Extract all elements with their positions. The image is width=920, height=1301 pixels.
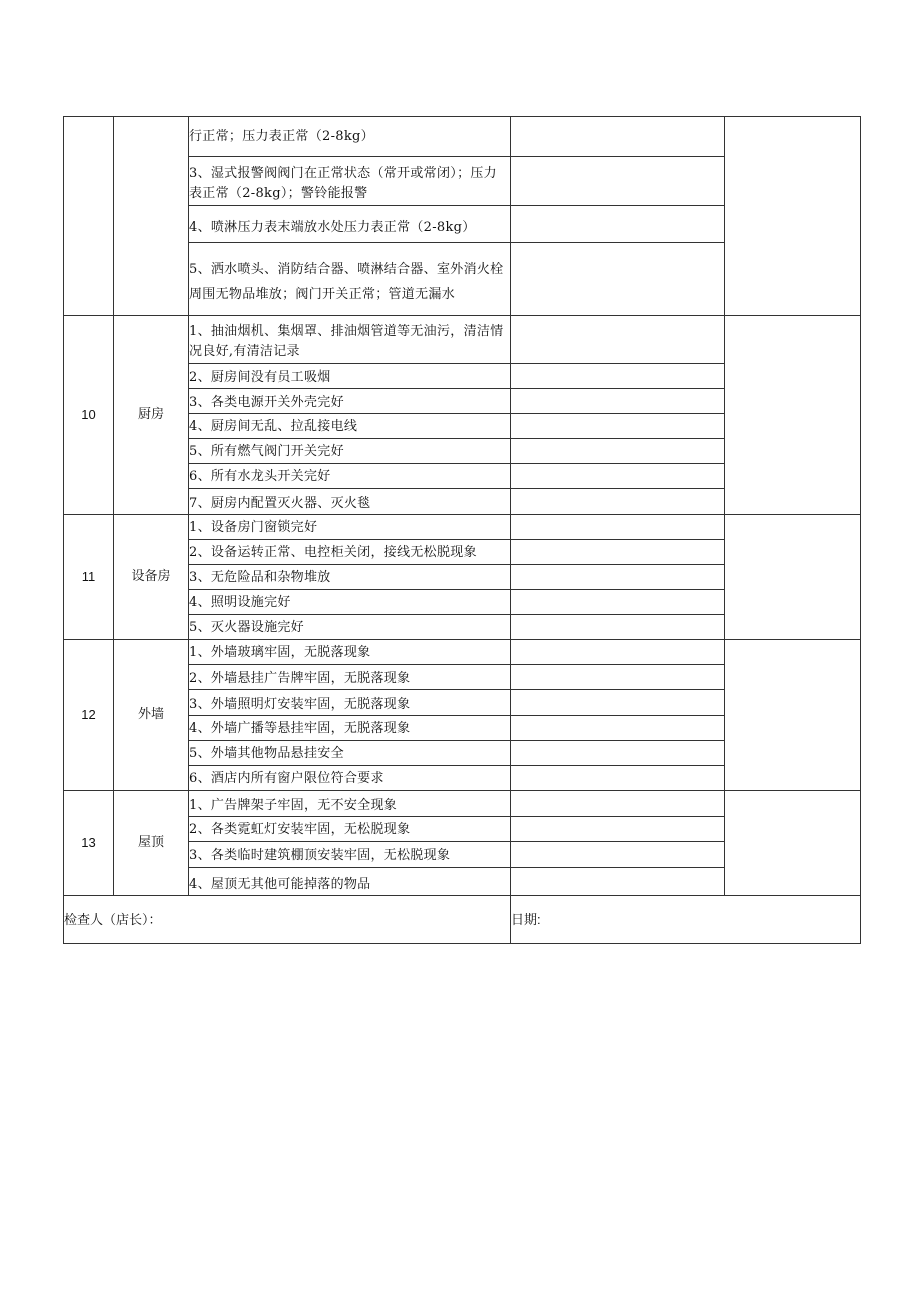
result-cell[interactable] bbox=[511, 565, 725, 590]
table-row bbox=[64, 791, 861, 817]
check-item: 3、各类临时建筑棚顶安装牢固，无松脱现象 bbox=[189, 842, 511, 868]
check-item: 4、喷淋压力表末端放水处压力表正常（2-8kg） bbox=[189, 206, 511, 243]
check-item: 5、洒水喷头、消防结合器、喷淋结合器、室外消火栓周围无物品堆放；阀门开关正常；管道无漏水 bbox=[189, 243, 511, 316]
result-cell[interactable] bbox=[511, 206, 725, 243]
row-number bbox=[64, 117, 114, 316]
result-cell[interactable] bbox=[511, 615, 725, 640]
check-item: 1、外墙玻璃牢固，无脱落现象 bbox=[189, 640, 511, 665]
result-cell[interactable] bbox=[511, 489, 725, 515]
result-cell[interactable] bbox=[511, 364, 725, 389]
check-item: 4、照明设施完好 bbox=[189, 590, 511, 615]
result-cell[interactable] bbox=[511, 741, 725, 766]
date-field[interactable] bbox=[511, 896, 861, 944]
result-cell[interactable] bbox=[511, 791, 725, 817]
result-cell[interactable] bbox=[511, 716, 725, 741]
check-item: 4、外墙广播等悬挂牢固，无脱落现象 bbox=[189, 716, 511, 741]
row-number: 11 bbox=[64, 515, 114, 640]
result-cell[interactable] bbox=[511, 640, 725, 665]
result-cell[interactable] bbox=[511, 117, 725, 157]
row-category bbox=[114, 117, 189, 316]
check-item: 1、抽油烟机、集烟罩、排油烟管道等无油污，清洁情况良好,有清洁记录 bbox=[189, 316, 511, 364]
result-cell[interactable] bbox=[511, 464, 725, 489]
remark-cell[interactable] bbox=[725, 316, 861, 515]
row-number: 10 bbox=[64, 316, 114, 515]
check-item: 4、厨房间无乱、拉乱接电线 bbox=[189, 414, 511, 439]
row-category: 厨房 bbox=[114, 316, 189, 515]
inspection-table bbox=[63, 116, 861, 944]
result-cell[interactable] bbox=[511, 540, 725, 565]
result-cell[interactable] bbox=[511, 817, 725, 842]
check-item: 2、外墙悬挂广告牌牢固，无脱落现象 bbox=[189, 665, 511, 690]
date-label: 日期: bbox=[511, 911, 541, 927]
result-cell[interactable] bbox=[511, 414, 725, 439]
check-item: 2、各类霓虹灯安装牢固，无松脱现象 bbox=[189, 817, 511, 842]
result-cell[interactable] bbox=[511, 515, 725, 540]
result-cell[interactable] bbox=[511, 868, 725, 896]
table-row bbox=[64, 117, 861, 157]
result-cell[interactable] bbox=[511, 439, 725, 464]
result-cell[interactable] bbox=[511, 842, 725, 868]
footer-row bbox=[64, 896, 861, 944]
result-cell[interactable] bbox=[511, 243, 725, 316]
inspector-label: 检查人（店长）： bbox=[64, 911, 162, 927]
result-cell[interactable] bbox=[511, 157, 725, 206]
row-number: 13 bbox=[64, 791, 114, 896]
remark-cell[interactable] bbox=[725, 791, 861, 896]
check-item: 1、设备房门窗锁完好 bbox=[189, 515, 511, 540]
check-item: 3、各类电源开关外壳完好 bbox=[189, 389, 511, 414]
remark-cell[interactable] bbox=[725, 515, 861, 640]
result-cell[interactable] bbox=[511, 766, 725, 791]
table-row bbox=[64, 515, 861, 540]
result-cell[interactable] bbox=[511, 590, 725, 615]
remark-cell[interactable] bbox=[725, 117, 861, 316]
row-category: 外墙 bbox=[114, 640, 189, 791]
result-cell[interactable] bbox=[511, 665, 725, 690]
check-item: 7、厨房内配置灭火器、灭火毯 bbox=[189, 489, 511, 515]
check-item: 6、酒店内所有窗户限位符合要求 bbox=[189, 766, 511, 791]
check-item: 3、湿式报警阀阀门在正常状态（常开或常闭）；压力表正常（2-8kg）；警铃能报警 bbox=[189, 157, 511, 206]
remark-cell[interactable] bbox=[725, 640, 861, 791]
table-row bbox=[64, 640, 861, 665]
check-item: 2、厨房间没有员工吸烟 bbox=[189, 364, 511, 389]
result-cell[interactable] bbox=[511, 690, 725, 716]
row-number: 12 bbox=[64, 640, 114, 791]
check-item: 5、外墙其他物品悬挂安全 bbox=[189, 741, 511, 766]
check-item: 3、无危险品和杂物堆放 bbox=[189, 565, 511, 590]
result-cell[interactable] bbox=[511, 316, 725, 364]
check-item: 行正常；压力表正常（2-8kg） bbox=[189, 117, 511, 157]
result-cell[interactable] bbox=[511, 389, 725, 414]
check-item: 5、所有燃气阀门开关完好 bbox=[189, 439, 511, 464]
check-item: 4、屋顶无其他可能掉落的物品 bbox=[189, 868, 511, 896]
inspector-signature-field[interactable] bbox=[64, 896, 511, 944]
table-row bbox=[64, 316, 861, 364]
check-item: 1、广告牌架子牢固，无不安全现象 bbox=[189, 791, 511, 817]
check-item: 5、灭火器设施完好 bbox=[189, 615, 511, 640]
check-item: 3、外墙照明灯安装牢固，无脱落现象 bbox=[189, 690, 511, 716]
row-category: 屋顶 bbox=[114, 791, 189, 896]
row-category: 设备房 bbox=[114, 515, 189, 640]
check-item: 2、设备运转正常、电控柜关闭，接线无松脱现象 bbox=[189, 540, 511, 565]
check-item: 6、所有水龙头开关完好 bbox=[189, 464, 511, 489]
